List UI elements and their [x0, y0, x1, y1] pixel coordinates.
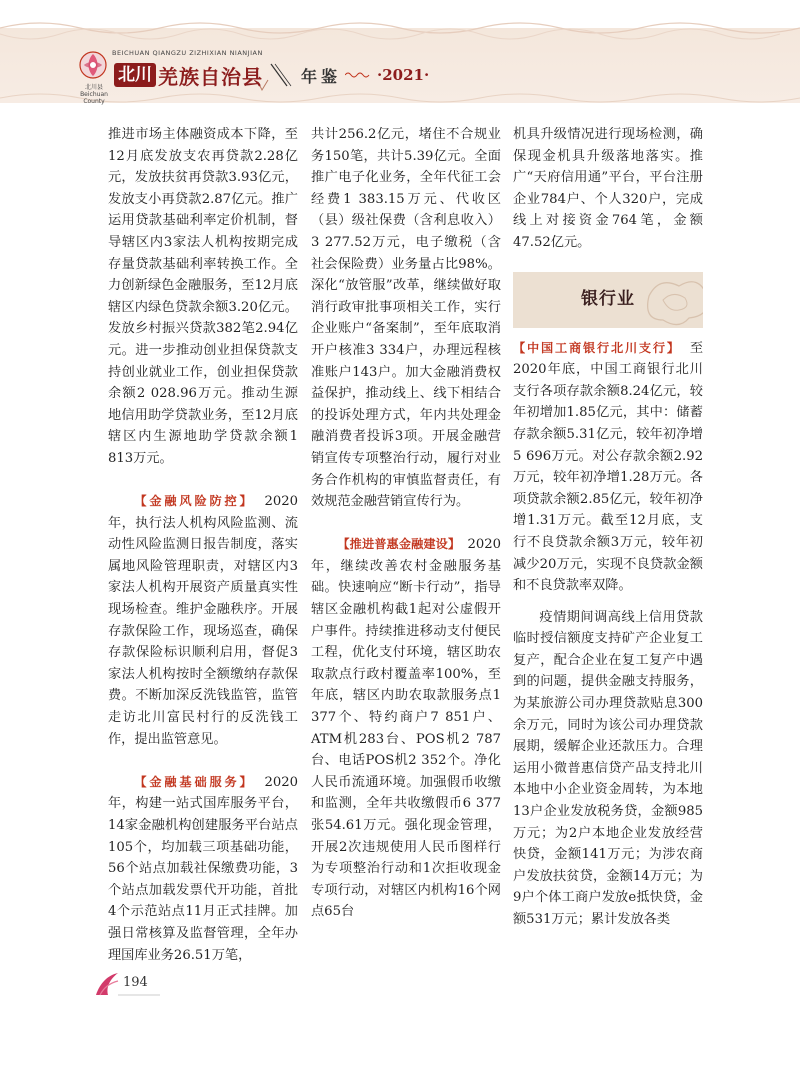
section-icbc	[513, 338, 703, 597]
section-inclusive-finance	[311, 534, 501, 923]
dotted-ornament-icon	[345, 71, 371, 79]
logo-caption: 北川县 Beichuan County	[80, 84, 108, 105]
page-header	[0, 0, 800, 118]
section-text-risk-control: 2020年，执行法人机构风险监测、流动性风险监测日报告制度，落实属地风险管理职责，对辖区内3家法人机构开展资产质量真实性现场检查。维护金融秩序。开展存款保险工作，现场巡查，确保存款保险标识顺利启用，督促3家法人机构按时全额缴纳存款保费。不断加深反洗钱监管，监管走访北川富民村行的反洗钱工作，提出监管意见。	[108, 494, 298, 747]
section-text-basic-services: 2020年，构建一站式国库服务平台，14家金融机构创建服务平台站点105个，均加载三项基础功能，56个站点加载社保缴费功能，3个站点加载发票代开功能，首批4个示范站点11月正式挂牌。加强日常核算及监督管理，全年办理国库业务26.51万笔，	[108, 774, 298, 963]
year-dots	[345, 69, 371, 82]
column-2	[311, 124, 501, 923]
page-number: 194	[123, 975, 148, 990]
section-label-icbc: 【中国工商银行北川支行】	[513, 340, 675, 355]
column-3	[513, 124, 703, 931]
col2-paragraph-1: 共计256.2亿元，堵住不合规业务150笔，共计5.39亿元。全面推广电子化业务，全年代征工会经费1 383.15万元、代收区（县）级社保费（含利息收入）3 277.52万元，电子缴税（含社会保险费）业务量占比98%。深化“放管服”改革，继续做好取消行政审批事项相关工作，实行企业账户“备案制”，至年底取消开户核准3 334户，办理远程核准账户143户。加大金融消费权益保护，推动线上、线下相结合的投诉处理方式，年内共处理金融消费者投诉3项。开展金融营销宣传专项整治行动，履行对业务合作机构的审慎监督责任，有效规范金融营销宣传行为。	[311, 127, 501, 510]
section-banner-banking	[513, 272, 703, 328]
header-title	[114, 62, 429, 88]
section-text-icbc: 至2020年底，中国工商银行北川支行各项存款余额8.24亿元，较年初增加1.85亿元，其中：储蓄存款余额5.31亿元，较年初净增5 696万元。对公存款余额2.92万元，较年初净增1.28万元。各项贷款余额2.85亿元，较年初净增1.31万元。截至12月底，支行不良贷款余额3万元，较年初减少20万元，实现不良贷款金额和不良贷款率双降。	[513, 340, 704, 594]
section-label-inclusive-finance: 【推进普惠金融建设】	[337, 537, 455, 552]
divider-slash-icon	[267, 62, 293, 88]
section-basic-services	[108, 772, 298, 966]
banner-title: 银行业	[581, 288, 635, 309]
title-badge: 北川	[114, 63, 156, 87]
col3-paragraph-1: 机具升级情况进行现场检测，确保现金机具升级落地落实。推广“天府信用通”平台，平台注册企业784户、个人320户，完成线上对接资金764笔，金额47.52亿元。	[513, 127, 703, 250]
section-label-risk-control: 【金融风险防控】	[134, 494, 249, 509]
title-text: 羌族自治县	[158, 64, 263, 89]
section-text-inclusive-finance: 2020年，继续改善农村金融服务基础。快速响应“断卡行动”，指导辖区金融机构截1起对公虚假开户事件。持续推进移动支付便民工程，优化支付环境，辖区助农取款点行政村覆盖率100%，至年底，辖区内助农取款服务点1 377个、特约商户7 851户、ATM机283台、POS机2 787台、电话POS机2 352个。净化人民币流通环境。加强假币收缴和监测，全年共收缴假币6 377张54.61万元。强化现金管理，开展2次违规使用人民币图样行为专项整治行动和1次拒收现金专项行动，对辖区内机构16个网点65台	[311, 537, 502, 920]
county-logo-icon	[78, 50, 108, 80]
header-wave-ornament	[0, 0, 800, 118]
col1-paragraph-1: 推进市场主体融资成本下降，至12月底发放支农再贷款2.28亿元，发放扶贫再贷款3.93亿元，发放支小再贷款2.87亿元。推广运用贷款基础利率定价机制，督导辖区内3家法人机构按期完成存量贷款基础利率转换工作。全力创新绿色金融服务，至12月底辖区内绿色贷款余额3.20亿元。发放乡村振兴贷款382笔2.94亿元。进一步推动创业担保贷款支持创业就业工作，创业担保贷款余额2 028.96万元。推动生源地信用助学贷款业务，至12月底辖区内生源地助学贷款余额1 813万元。	[108, 127, 298, 466]
col3-paragraph-3: 疫情期间调高线上信用贷款临时授信额度支持矿产企业复工复产，配合企业在复工复产中遇到的问题，提供金融支持服务，为某旅游公司办理贷款贴息300余万元，同时为该公司办理贷款展期，缓解企业还款压力。合理运用小微普惠信贷产品支持北川本地中小企业资金周转，为本地13户企业发放税务贷，金额985万元；为2户本地企业发放经营快贷，金额141万元；为涉农商户发放扶贫贷，金额14万元；为9户个体工商户发放e抵快贷，金额531万元；累计发放各类	[513, 609, 703, 927]
section-risk-control	[108, 491, 298, 750]
year-label: ·2021·	[377, 66, 430, 84]
yearbook-label: 年鉴	[301, 66, 342, 86]
column-1	[108, 124, 298, 966]
footer-ornament-icon	[90, 965, 210, 1001]
section-label-basic-services: 【金融基础服务】	[134, 774, 249, 789]
header-pinyin: BEICHUAN QIANGZU ZIZHIXIAN NIANJIAN	[112, 49, 263, 57]
page-footer	[90, 965, 210, 1001]
